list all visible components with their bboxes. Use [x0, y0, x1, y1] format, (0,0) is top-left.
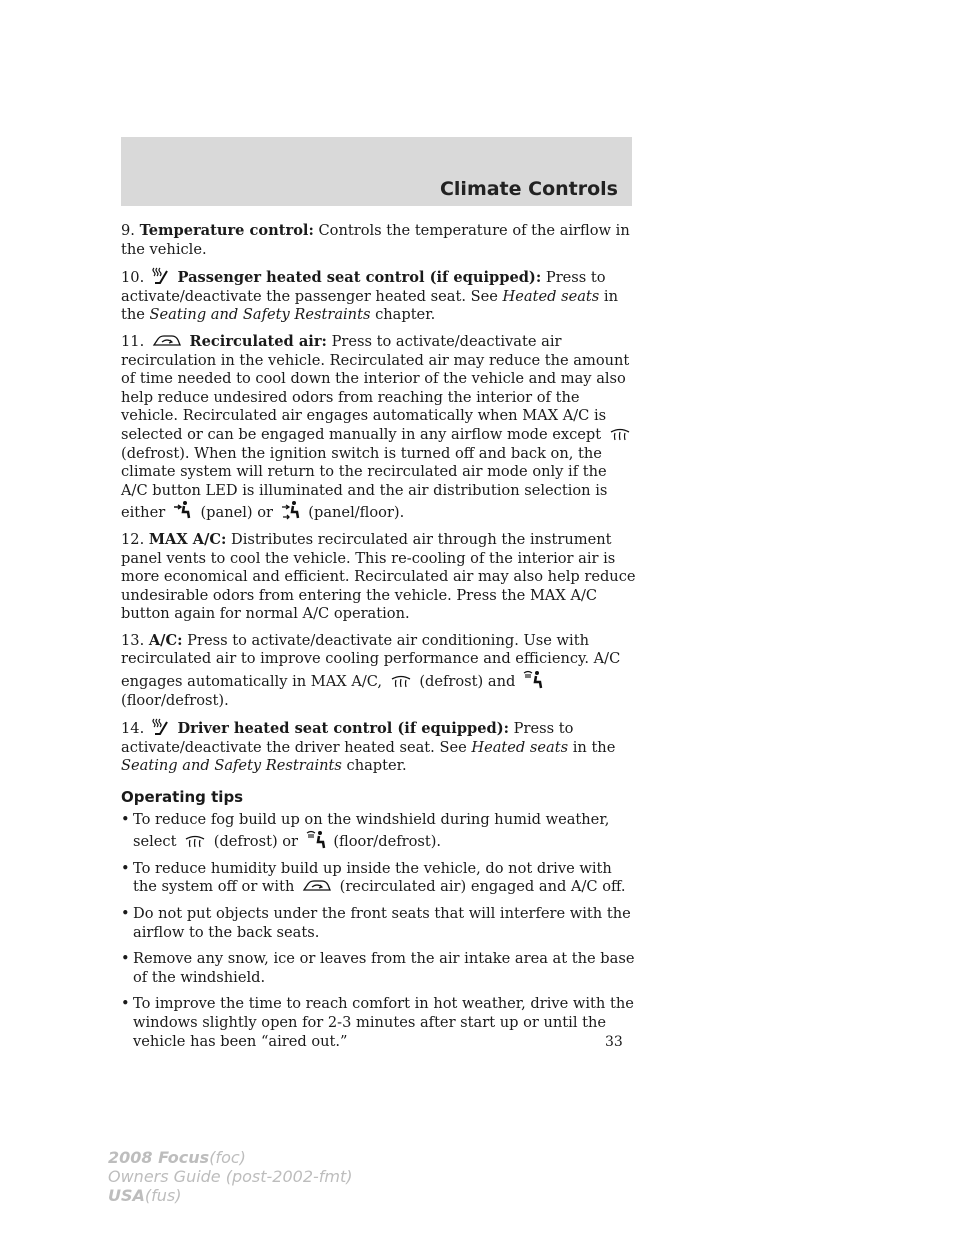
- heated-seat-icon: [152, 718, 170, 736]
- footer: [108, 1148, 353, 1205]
- footer-line-3: USA(fus): [108, 1186, 182, 1205]
- recirculated-air-icon: [302, 878, 332, 894]
- list-item: • To improve the time to reach comfort in hot weather, drive with the windows slightly open for 2-3 minutes after start up or until the vehicle has been “aired out.”: [121, 995, 636, 1051]
- header-band: [121, 137, 632, 206]
- floor-defrost-icon: [306, 829, 326, 849]
- recirculated-air-icon: [152, 333, 182, 349]
- panel-airflow-icon: [173, 500, 193, 520]
- item-14: 14. Driver heated seat control (if equipped): Press to activate/deactivate the driver heated seat. See Heated seats in the Seating and Safety Restraints chapter.: [121, 720, 616, 775]
- page-number: 33: [605, 1034, 623, 1050]
- item-13: 13. A/C: Press to activate/deactivate air conditioning. Use with recirculated air to improve cooling performance and efficiency. A/C engages automatically in MAX A/C, (defrost) and (floor/defrost).: [121, 631, 621, 709]
- footer-line-2: Owners Guide (post-2002-fmt): [108, 1167, 353, 1186]
- operating-tips-heading: Operating tips: [121, 788, 244, 807]
- list-item: • Remove any snow, ice or leaves from the air intake area at the base of the windshield.: [121, 950, 636, 987]
- operating-tips-list: [121, 811, 636, 1052]
- panel-floor-airflow-icon: [281, 500, 301, 520]
- content: [121, 222, 636, 1059]
- footer-line-1: 2008 Focus(foc): [108, 1148, 246, 1167]
- list-item: • To reduce humidity build up inside the vehicle, do not drive with the system off or with (recirculated air) engaged and A/C off.: [121, 860, 636, 897]
- item-11: 11. Recirculated air: Press to activate/deactivate air recirculation in the vehicle. Recirculated air may reduce the amount of time needed to cool down the interior of the vehicle and may also help reduce undesired odors from reaching the interior of the vehicle. Recirculated air engages automatically when MAX A/C is selected or can be engaged manually in any airflow mode except (defrost). When the ignition switch is turned off and back on, the climate system will return to the recirculated air mode only if the A/C button LED is illuminated and the air distribution selection is either (panel) or (panel/floor).: [121, 332, 630, 522]
- defrost-icon: [609, 426, 631, 442]
- page-title: Climate Controls: [439, 178, 618, 200]
- list-item: • To reduce fog build up on the windshield during humid weather, select (defrost) or (floor/defrost).: [121, 811, 636, 852]
- item-10: 10. Passenger heated seat control (if equipped): Press to activate/deactivate the passenger heated seat. See Heated seats in the Seating and Safety Restraints chapter.: [121, 269, 618, 324]
- floor-defrost-icon: [523, 669, 543, 689]
- defrost-icon: [184, 833, 206, 849]
- defrost-icon: [390, 673, 412, 689]
- item-12: 12. MAX A/C: Distributes recirculated air through the instrument panel vents to cool the vehicle. This re-cooling of the interior air is more economical and efficient. Recirculated air may also help reduce undesirable odors from entering the vehicle. Press the MAX A/C button again for normal A/C operation.: [121, 530, 636, 623]
- heated-seat-icon: [152, 267, 170, 285]
- item-9: 9. Temperature control: Controls the temperature of the airflow in the vehicle.: [121, 222, 630, 258]
- list-item: • Do not put objects under the front seats that will interfere with the airflow to the back seats.: [121, 905, 636, 942]
